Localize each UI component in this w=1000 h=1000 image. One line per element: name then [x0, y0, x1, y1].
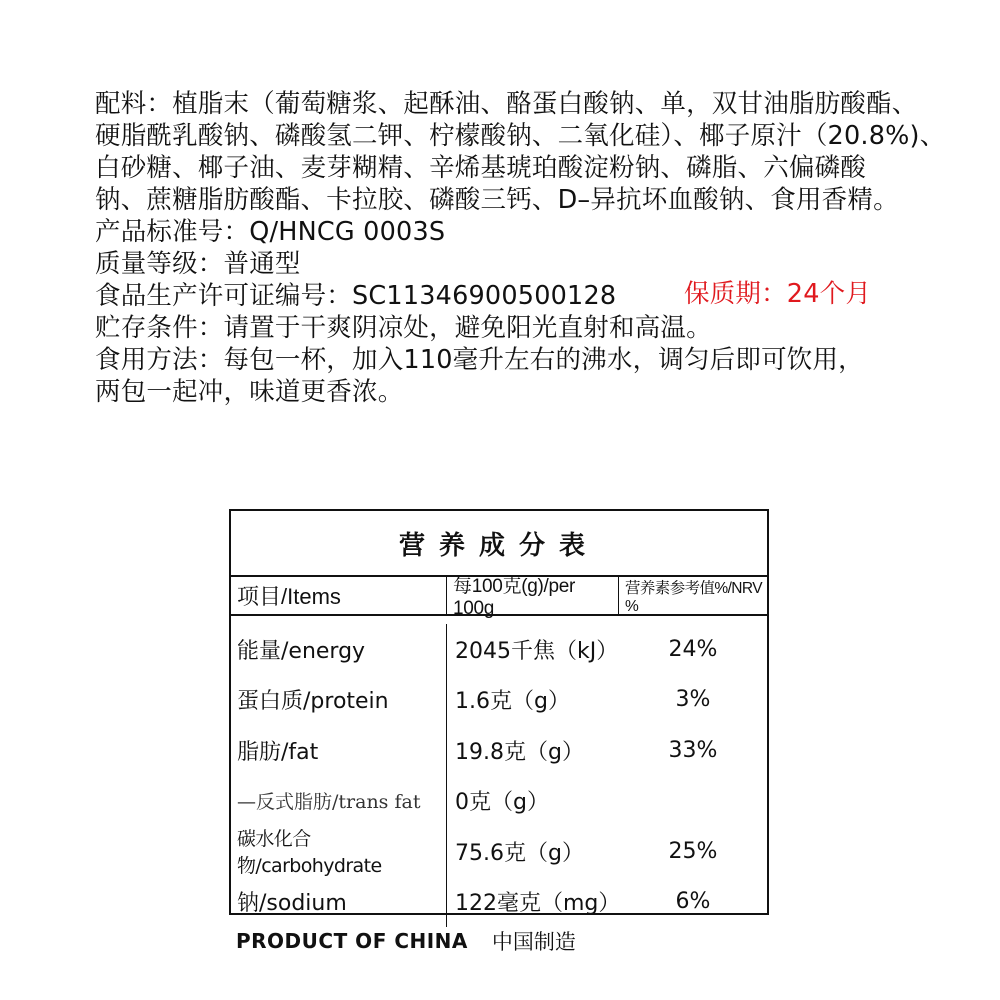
origin-chinese: 中国制造	[491, 930, 576, 954]
nutrition-table	[229, 509, 769, 915]
row-item: 钠/sodium	[231, 877, 447, 928]
table-row	[231, 877, 767, 928]
row-amount: 122毫克（mg）	[455, 891, 621, 917]
usage-line-2: 两包一起冲，味道更香浓。	[95, 377, 404, 407]
storage-conditions: 贮存条件：请置于干爽阴凉处，避免阳光直射和高温。	[95, 313, 712, 343]
nutrition-header-row	[231, 576, 767, 619]
table-row	[231, 826, 767, 877]
row-nrv	[619, 776, 767, 827]
row-item: 碳水化合物/carbohydrate	[231, 826, 447, 877]
table-row	[231, 776, 767, 827]
shelf-life: 保质期：24个月	[684, 279, 872, 309]
nutrition-table-title: 营养成分表	[231, 511, 767, 577]
row-nrv: 6%	[675, 889, 711, 915]
table-row	[231, 624, 767, 675]
ingredients-block	[95, 88, 975, 408]
row-amount: 75.6克（g）	[455, 840, 584, 866]
ingredients-line: 钠、蔗糖脂肪酸酯、卡拉胶、磷酸三钙、D–异抗坏血酸钠、食用香精。	[95, 185, 899, 215]
table-row	[231, 675, 767, 726]
license-number: 食品生产许可证编号：SC11346900500128	[95, 281, 617, 311]
nutrition-rows	[231, 616, 767, 927]
license-row	[95, 280, 975, 312]
row-item: 能量/energy	[231, 624, 447, 675]
row-amount: 1.6克（g）	[455, 689, 570, 715]
origin-english: PRODUCT OF CHINA	[236, 929, 468, 953]
header-nrv: 营养素参考值%/NRV %	[625, 579, 762, 615]
ingredients-line: 配料：植脂末（葡萄糖浆、起酥油、酪蛋白酸钠、单，双甘油脂肪酸酯、	[95, 89, 918, 119]
product-standard: 产品标准号：Q/HNCG 0003S	[95, 217, 446, 247]
row-item: 脂肪/fat	[231, 725, 447, 776]
row-nrv: 25%	[668, 838, 718, 864]
quality-grade: 质量等级：普通型	[95, 249, 301, 279]
ingredients-line: 白砂糖、椰子油、麦芽糊精、辛烯基琥珀酸淀粉钠、磷脂、六偏磷酸	[95, 153, 867, 183]
origin-footer	[236, 926, 576, 956]
table-row	[231, 725, 767, 776]
row-amount: 2045千焦（kJ）	[455, 638, 619, 664]
row-item: —反式脂肪/trans fat	[231, 776, 447, 827]
row-item: 蛋白质/protein	[231, 675, 447, 726]
row-amount: 0克（g）	[455, 790, 549, 816]
row-nrv: 24%	[668, 636, 718, 662]
header-per-100g: 每100克(g)/per 100g	[447, 577, 619, 614]
header-items: 项目/Items	[231, 577, 447, 614]
row-amount: 19.8克（g）	[455, 739, 584, 765]
row-nrv: 33%	[668, 737, 718, 763]
ingredients-line: 硬脂酰乳酸钠、磷酸氢二钾、柠檬酸钠、二氧化硅）、椰子原汁（20.8%)、	[95, 121, 946, 151]
row-nrv: 3%	[675, 687, 711, 713]
usage-line-1: 食用方法：每包一杯，加入110毫升左右的沸水，调匀后即可饮用，	[95, 345, 864, 375]
